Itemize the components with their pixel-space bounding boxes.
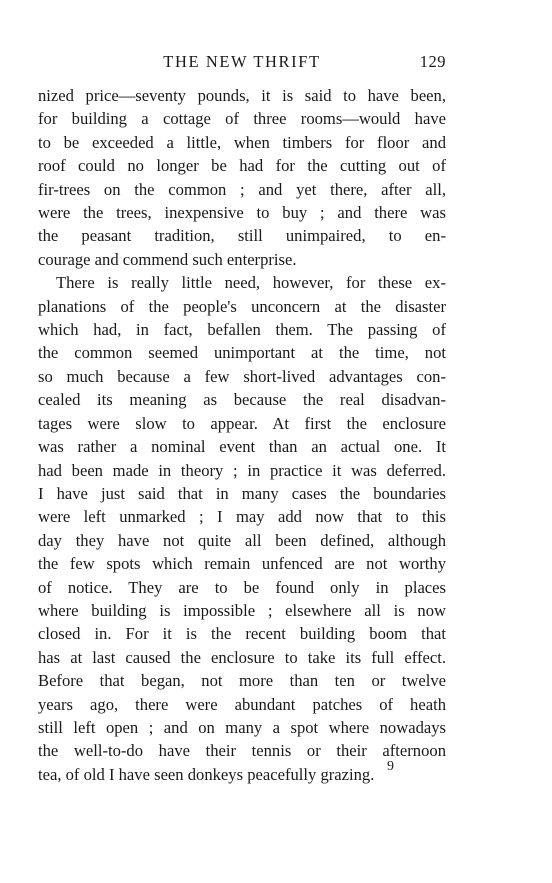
text-line: There is really little need, however, for these ex-: [56, 273, 446, 293]
text-line: tea, of old I have seen donkeys peacefully grazing.: [38, 764, 375, 784]
text-line: was rather a nominal event than an actual one. It: [38, 437, 446, 457]
text-line: of notice. They are to be found only in places: [38, 577, 446, 597]
running-head: [38, 50, 446, 74]
text-line: tages were slow to appear. At first the enclosure: [38, 413, 446, 433]
text-line: nized price—seventy pounds, it is said to have been,: [38, 86, 446, 105]
text-line: were left unmarked ; I may add now that to this: [38, 507, 446, 527]
signature-mark: 9: [387, 759, 394, 774]
text-line: to be exceeded a little, when timbers for floor and: [38, 132, 446, 152]
text-line: the few spots which remain unfenced are not worthy: [38, 554, 446, 574]
text-line: roof could no longer be had for the cutting out of: [38, 156, 446, 176]
text-line: for building a cottage of three rooms—would have: [38, 109, 446, 129]
text-line: where building is impossible ; elsewhere all is now: [38, 600, 446, 620]
text-line: planations of the people's unconcern at the disaster: [38, 296, 446, 316]
text-line: had been made in theory ; in practice it was deferred.: [38, 460, 446, 480]
text-line: cealed its meaning as because the real disadvan-: [38, 390, 446, 410]
text-line: has at last caused the enclosure to take its full effect.: [38, 647, 446, 667]
page-number: 129: [419, 52, 446, 71]
text-line: the common seemed unimportant at the time, not: [38, 343, 446, 363]
text-line: which had, in fact, befallen them. The passing of: [38, 320, 446, 340]
text-line: the peasant tradition, still unimpaired, to en-: [38, 226, 446, 246]
text-line: day they have not quite all been defined, although: [38, 530, 446, 550]
text-line: the well-to-do have their tennis or their afternoon: [38, 741, 446, 761]
paragraph: [38, 271, 446, 786]
text-line: Before that began, not more than ten or twelve: [38, 671, 446, 691]
text-line: still left open ; and on many a spot where nowadays: [38, 717, 446, 737]
body-text: [38, 84, 446, 786]
text-line: were the trees, inexpensive to buy ; and there was: [38, 203, 446, 223]
text-line: fir-trees on the common ; and yet there, after all,: [38, 179, 446, 199]
text-line: so much because a few short-lived advantages con-: [38, 366, 446, 386]
paragraph: [38, 84, 446, 271]
text-line: years ago, there were abundant patches of heath: [38, 694, 446, 714]
text-line: closed in. For it is the recent building boom that: [38, 624, 446, 644]
text-line: courage and commend such enterprise.: [38, 249, 297, 269]
running-title: THE NEW THRIFT: [163, 52, 321, 71]
text-line: I have just said that in many cases the boundaries: [38, 483, 446, 503]
